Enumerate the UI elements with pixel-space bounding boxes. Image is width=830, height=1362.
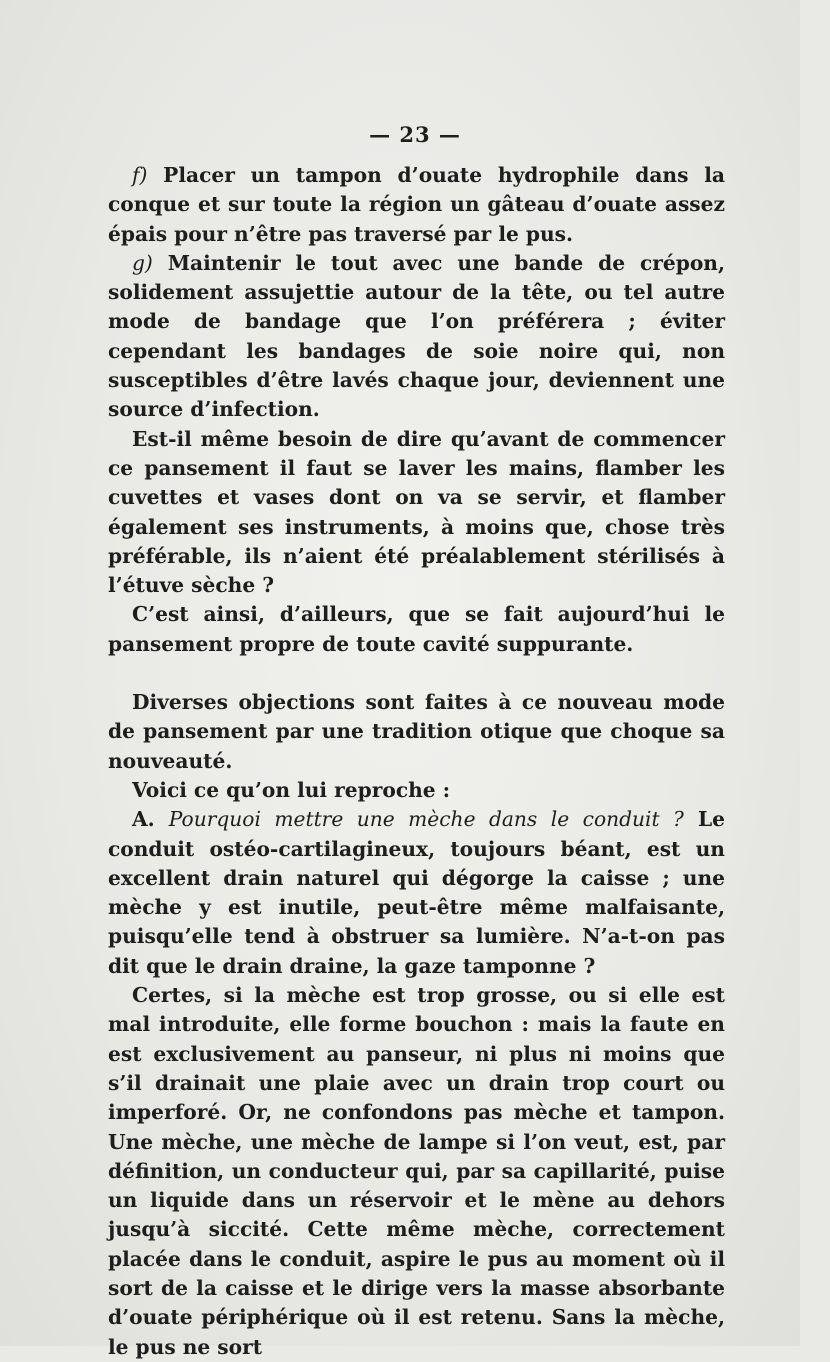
paragraph-sterilization bbox=[108, 425, 725, 601]
item-label-g: g) bbox=[132, 250, 153, 275]
paragraph-text: Diverses objections sont faites à ce nouveau mode de pansement par une tradition otique que choque sa nouveauté. bbox=[108, 690, 725, 773]
item-label-f: f) bbox=[132, 163, 148, 187]
paragraph-f bbox=[108, 161, 725, 249]
paragraph-text: Est-il même besoin de dire qu’avant de commencer ce pansement il faut se laver les mains, flamber les cuvettes et vases dont on va se servir, et flamber également ses instruments, à moins que, chose très préférable, ils n’aient été préalablement stérilisés à l’étuve sèche ? bbox=[108, 426, 725, 598]
item-label-a: A. bbox=[132, 807, 155, 832]
paragraph-g bbox=[108, 249, 725, 425]
body-text bbox=[108, 161, 725, 1362]
page-number: — 23 — bbox=[369, 122, 461, 147]
paragraph-text: Voici ce qu’on lui reproche : bbox=[132, 777, 451, 802]
italic-question: Pourquoi mettre une mèche dans le conduit ? bbox=[168, 807, 684, 832]
paragraph-text: Maintenir le tout avec une bande de crépon, solidement assujettie autour de la tête, ou tel autre mode de bandage que l’on préférera ; éviter cependant les bandages de soie noire qui, non susceptibles d’être lavés chaque jour, deviennent une source d’infection. bbox=[108, 250, 726, 422]
paragraph-text: Placer un tampon d’ouate hydrophile dans la conque et sur toute la région un gâteau d’ouate assez épais pour n’être pas traversé par le pus. bbox=[108, 163, 725, 246]
paragraph-certes bbox=[108, 981, 725, 1362]
paragraph-text: Le conduit ostéo-cartilagineux, toujours béant, est un excellent drain naturel qui dégorge la caisse ; une mèche y est inutile, peut-être même malfaisante, puisqu’elle tend à obstruer sa lumière. N’a-t-on pas dit que le drain draine, la gaze tamponne ? bbox=[108, 807, 726, 978]
paragraph-text: Certes, si la mèche est trop grosse, ou si elle est mal introduite, elle forme bouchon : mais la faute en est exclusivement au panseur, ni plus ni moins que s’il drainait une plaie avec un drain trop court ou imperforé. Or, ne confondons pas mèche et tampon. Une mèche, une mèche de lampe si l’on veut, est, par définition, un conducteur qui, par sa capillarité, puise un liquide dans un réservoir et le mène au dehors jusqu’à siccité. Cette même mèche, correctement placée dans le conduit, aspire le pus au moment où il sort de la caisse et le dirige vers la masse absorbante d’ouate périphérique où il est retenu. Sans la mèche, le pus ne sort bbox=[108, 983, 725, 1359]
paragraph-cavity bbox=[108, 600, 725, 659]
paragraph-reproach bbox=[108, 776, 725, 805]
paragraph-text: C’est ainsi, d’ailleurs, que se fait aujourd’hui le pansement propre de toute cavité suppurante. bbox=[108, 602, 725, 656]
paragraph-a bbox=[108, 805, 725, 981]
paragraph-objections bbox=[108, 688, 725, 776]
